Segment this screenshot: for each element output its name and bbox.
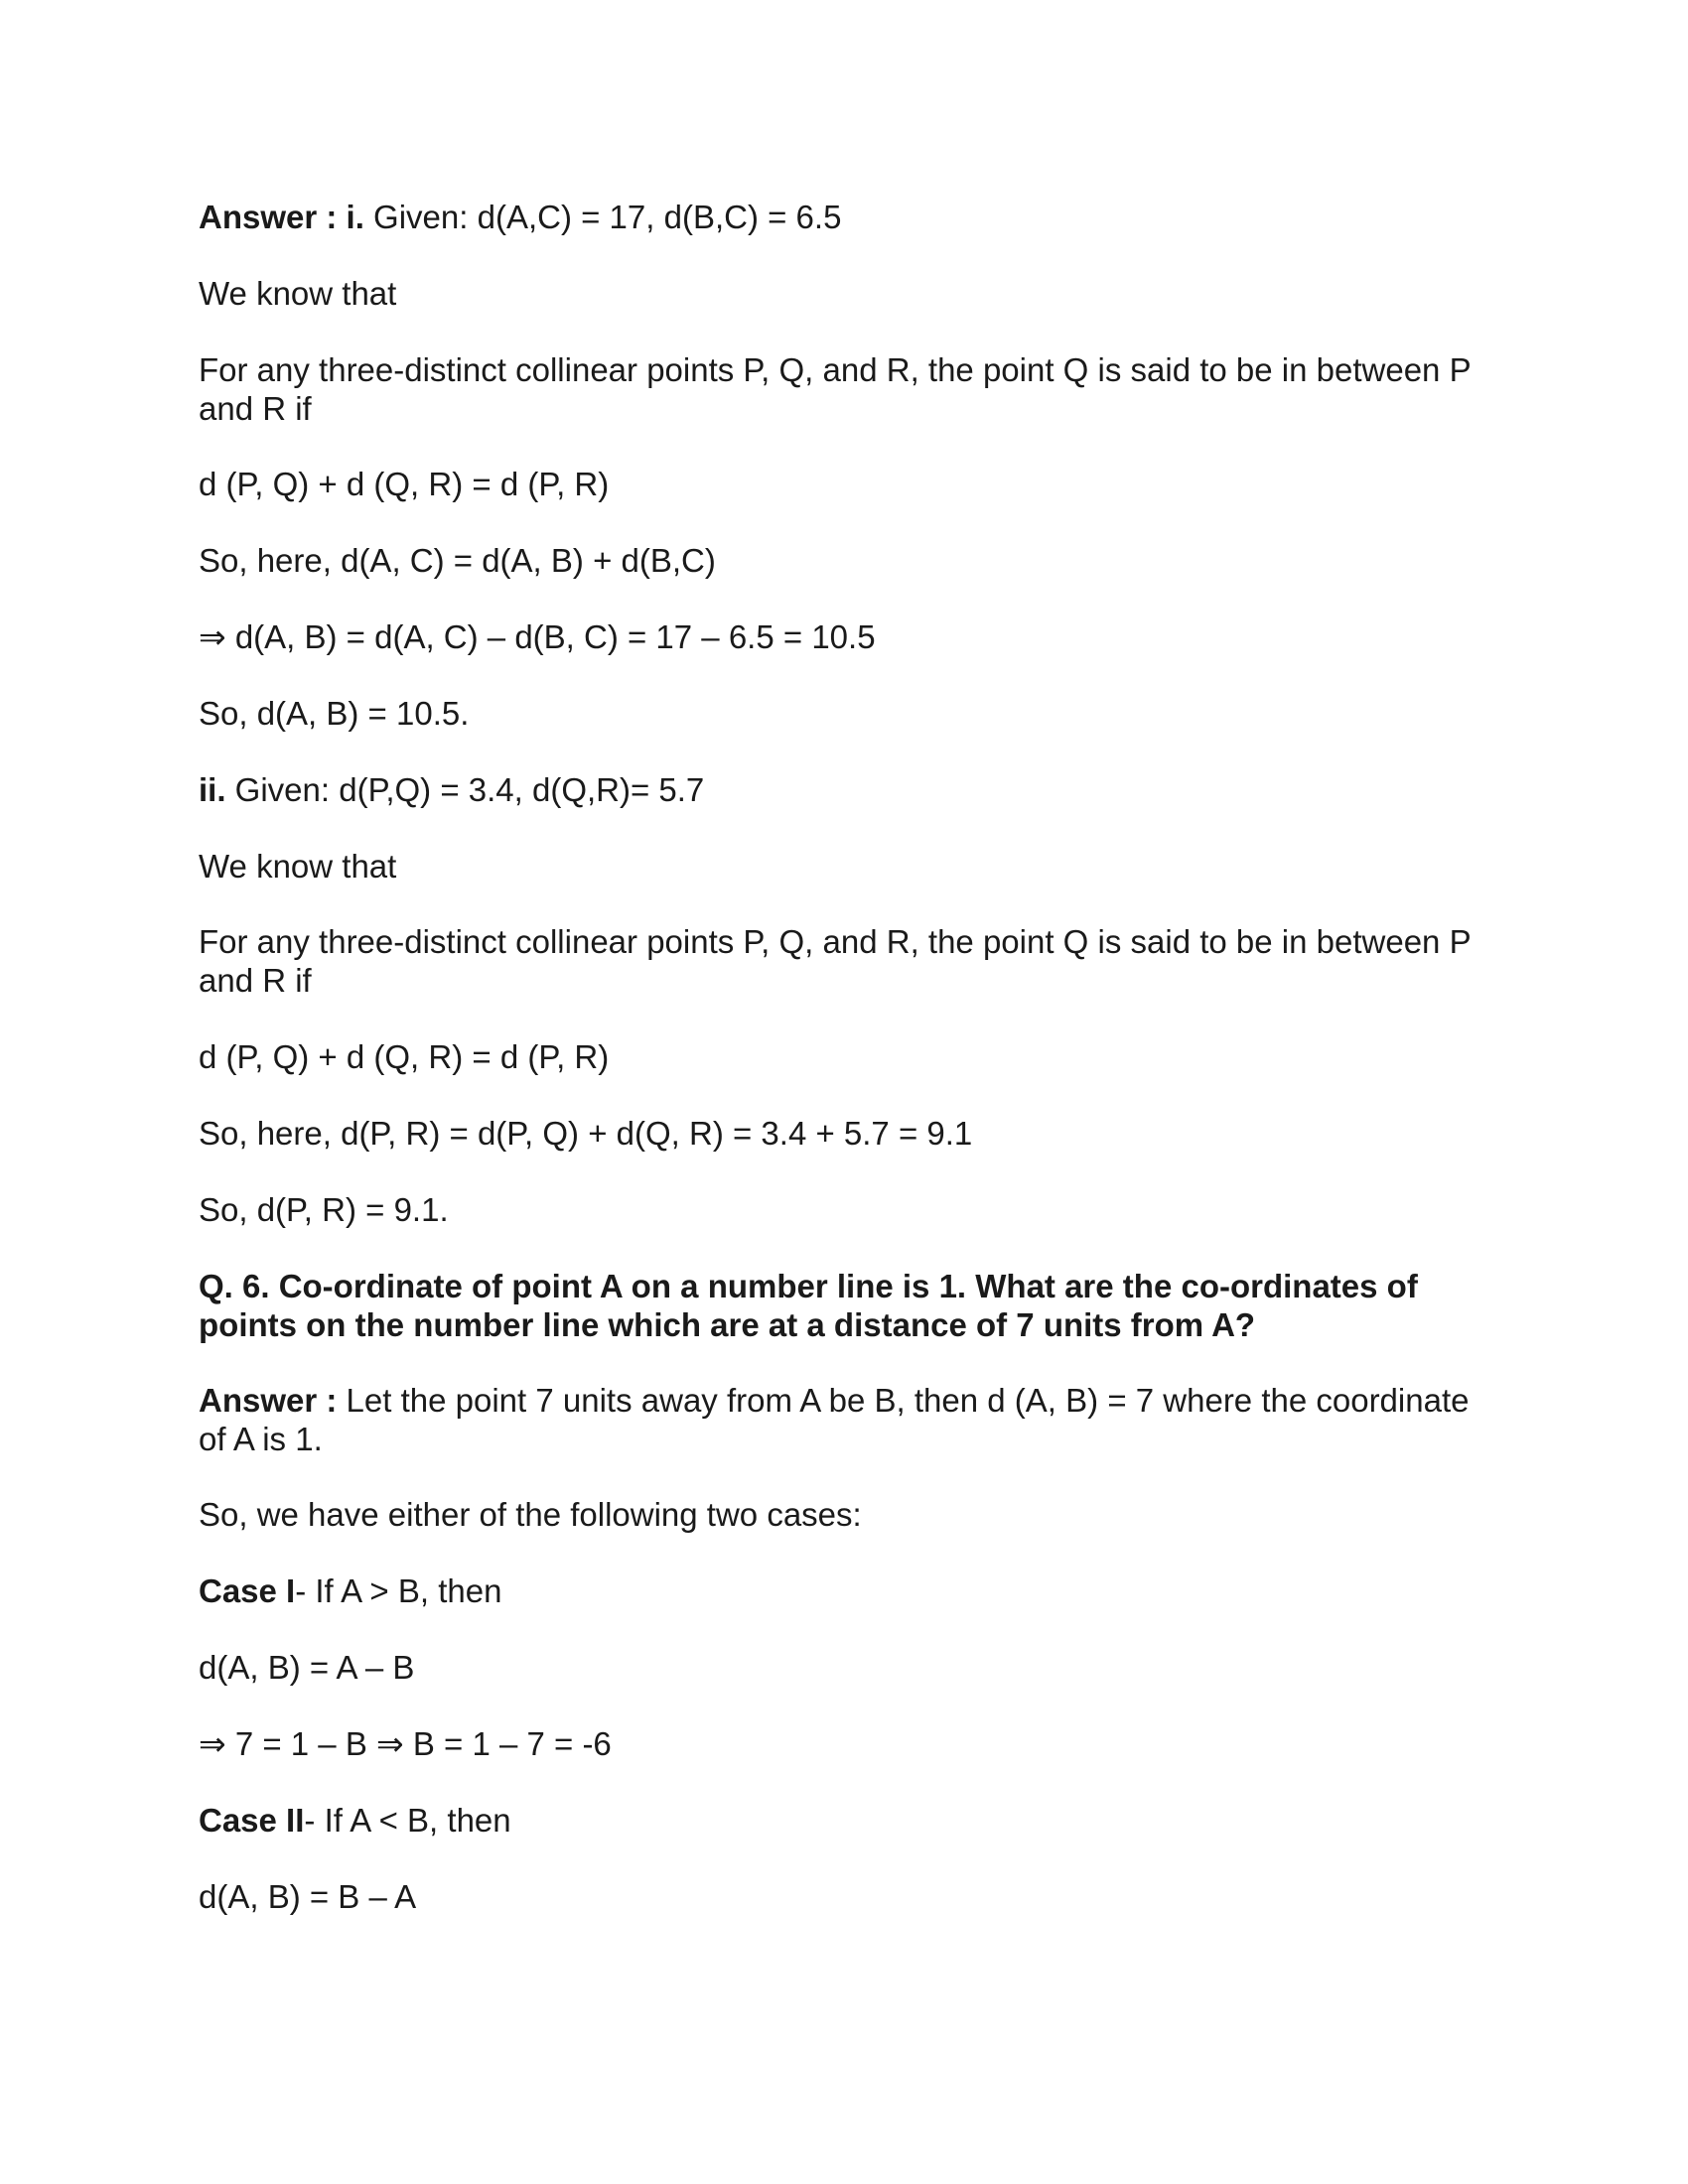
question-6-text: Q. 6. Co-ordinate of point A on a number line is 1. What are the co-ordinates of points on the number line which are at a distance of 7 units from A? — [199, 1268, 1418, 1343]
we-know-text: We know that — [199, 848, 397, 885]
part-label: ii. — [199, 771, 226, 808]
case-label: Case II — [199, 1802, 305, 1839]
collinear-rule-text: For any three-distinct collinear points P, Q, and R, the point Q is said to be in between P and R if — [199, 351, 1471, 427]
answer-text: Let the point 7 units away from A be B, then d (A, B) = 7 where the coordinate of A is 1. — [199, 1382, 1470, 1457]
we-know-text: We know that — [199, 275, 397, 312]
collinear-rule-text: For any three-distinct collinear points P, Q, and R, the point Q is said to be in between P and R if — [199, 923, 1471, 999]
answer-i-given-line — [199, 198, 1499, 236]
answer-label: Answer : — [199, 199, 347, 235]
case-condition: - If A < B, then — [304, 1802, 511, 1839]
case-condition: - If A > B, then — [295, 1572, 502, 1609]
result-text: So, d(A, B) = 10.5. — [199, 695, 470, 732]
step-text: ⇒ d(A, B) = d(A, C) – d(B, C) = 17 – 6.5 = 10.5 — [199, 618, 876, 655]
result-text: So, d(P, R) = 9.1. — [199, 1191, 449, 1228]
step-text: So, here, d(A, C) = d(A, B) + d(B,C) — [199, 542, 716, 579]
formula-text: d (P, Q) + d (Q, R) = d (P, R) — [199, 466, 610, 502]
given-text: Given: d(P,Q) = 3.4, d(Q,R)= 5.7 — [225, 771, 705, 808]
answer-ii-given-line — [199, 770, 1499, 809]
cases-intro-text: So, we have either of the following two cases: — [199, 1496, 862, 1533]
formula-text: d (P, Q) + d (Q, R) = d (P, R) — [199, 1038, 610, 1075]
case-2-line — [199, 1801, 1499, 1840]
given-text: Given: d(A,C) = 17, d(B,C) = 6.5 — [363, 199, 842, 235]
equation-text: ⇒ 7 = 1 – B ⇒ B = 1 – 7 = -6 — [199, 1725, 612, 1762]
answer-label: Answer : — [199, 1382, 347, 1419]
case-label: Case I — [199, 1572, 296, 1609]
equation-text: d(A, B) = A – B — [199, 1649, 415, 1686]
step-text: So, here, d(P, R) = d(P, Q) + d(Q, R) = 3.4 + 5.7 = 9.1 — [199, 1115, 973, 1152]
answer-6-text-line — [199, 1381, 1499, 1458]
part-label: i. — [346, 199, 364, 235]
case-1-line — [199, 1571, 1499, 1610]
equation-text: d(A, B) = B – A — [199, 1878, 417, 1915]
